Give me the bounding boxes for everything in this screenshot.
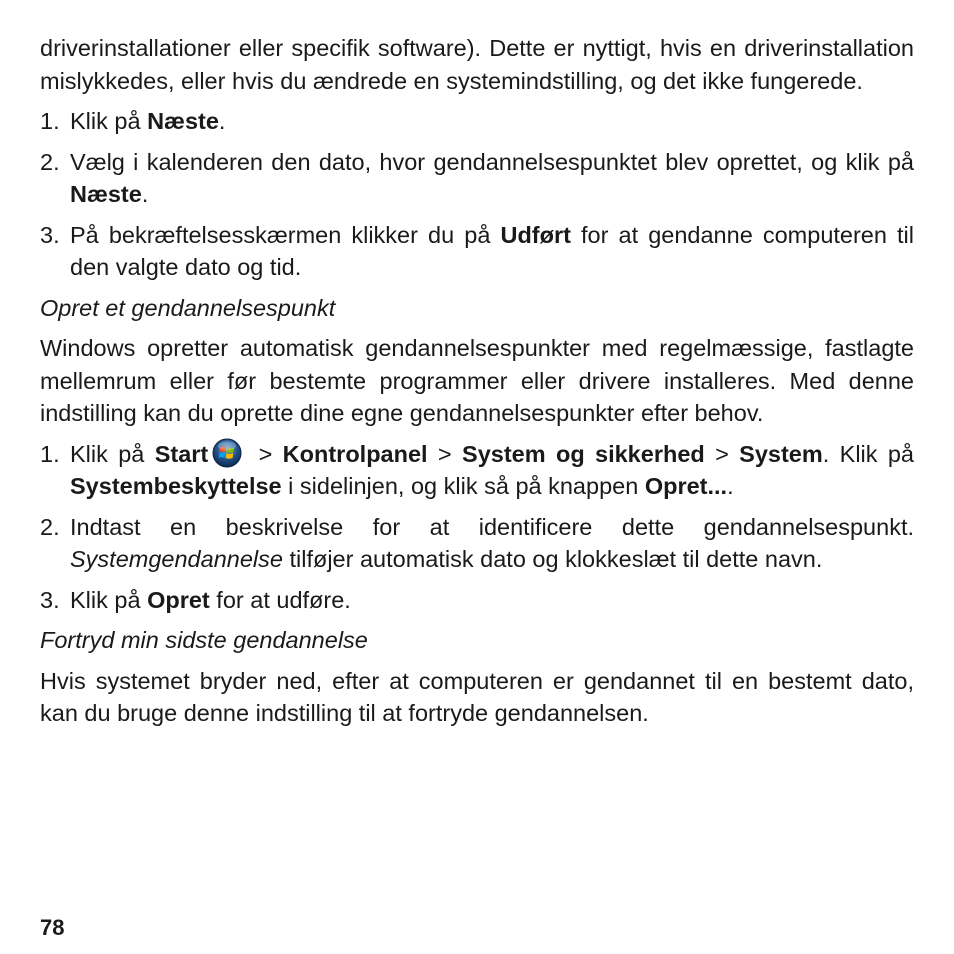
document-page bbox=[40, 32, 914, 730]
ui-term-start: Start bbox=[154, 440, 209, 467]
restore-step-2: 2. Vælg i kalenderen den dato, hvor gendannelsespunktet blev oprettet, og klik på Næste. bbox=[40, 146, 914, 211]
ui-term-systembeskyttelse: Systembeskyttelse bbox=[70, 473, 282, 499]
ui-term-systemgendannelse: Systemgendannelse bbox=[70, 546, 283, 572]
ui-term-opret: Opret... bbox=[644, 473, 728, 499]
create-step-1: 1. Klik på Start > Kontrolpanel > System og sikkerhed > System. Klik på Systembeskyttelse i sidelinjen, og klik så på knappen Opret.... bbox=[40, 438, 914, 503]
intro-paragraph: driverinstallationer eller specifik software). Dette er nyttigt, hvis en driverinstallation mislykkedes, eller hvis du ændrede en systemindstilling, og det ikke fungerede. bbox=[40, 35, 914, 94]
create-step-2: 2. Indtast en beskrivelse for at identificere dette gendannelsespunkt. Systemgendannelse tilføjer automatisk dato og klokkeslæt til dette navn. bbox=[40, 511, 914, 576]
section-paragraph-undo: Hvis systemet bryder ned, efter at computeren er gendannet til en bestemt dato, kan du bruge denne indstilling til at fortryde gendannelsen. bbox=[40, 667, 914, 726]
step-number: 2. bbox=[40, 148, 60, 175]
restore-step-3: 3. På bekræftelsesskærmen klikker du på Udført for at gendanne computeren til den valgte dato og tid. bbox=[40, 219, 914, 284]
restore-steps-list bbox=[40, 105, 914, 284]
ui-term-udfoert: Udført bbox=[500, 221, 571, 248]
ui-term-system-og-sikkerhed: System og sikkerhed bbox=[462, 440, 705, 467]
step-number: 2. bbox=[40, 513, 60, 540]
section-paragraph-create: Windows opretter automatisk gendannelsespunkter med regelmæssige, fastlagte mellemrum eller før bestemte programmer eller drivere installeres. Med denne indstilling kan du oprette dine egne gendannelsespunkter efter behov. bbox=[40, 335, 914, 426]
section-heading-undo: Fortryd min sidste gendannelse bbox=[40, 627, 368, 653]
ui-term-opret: Opret bbox=[147, 586, 210, 613]
ui-term-kontrolpanel: Kontrolpanel bbox=[282, 440, 428, 467]
windows-start-orb-icon bbox=[212, 438, 242, 468]
create-step-3: 3. Klik på Opret for at udføre. bbox=[40, 584, 914, 617]
ui-term-naeste: Næste bbox=[147, 108, 219, 134]
ui-term-naeste: Næste bbox=[70, 181, 142, 207]
create-steps-list bbox=[40, 438, 914, 617]
page-number: 78 bbox=[40, 915, 65, 940]
restore-step-1: 1. Klik på Næste. bbox=[40, 105, 914, 138]
step-number: 3. bbox=[40, 221, 60, 248]
step-number: 1. bbox=[40, 440, 60, 467]
step-number: 1. bbox=[40, 108, 60, 134]
ui-term-system: System bbox=[739, 440, 823, 467]
step-number: 3. bbox=[40, 586, 60, 613]
section-heading-create: Opret et gendannelsespunkt bbox=[40, 294, 336, 321]
